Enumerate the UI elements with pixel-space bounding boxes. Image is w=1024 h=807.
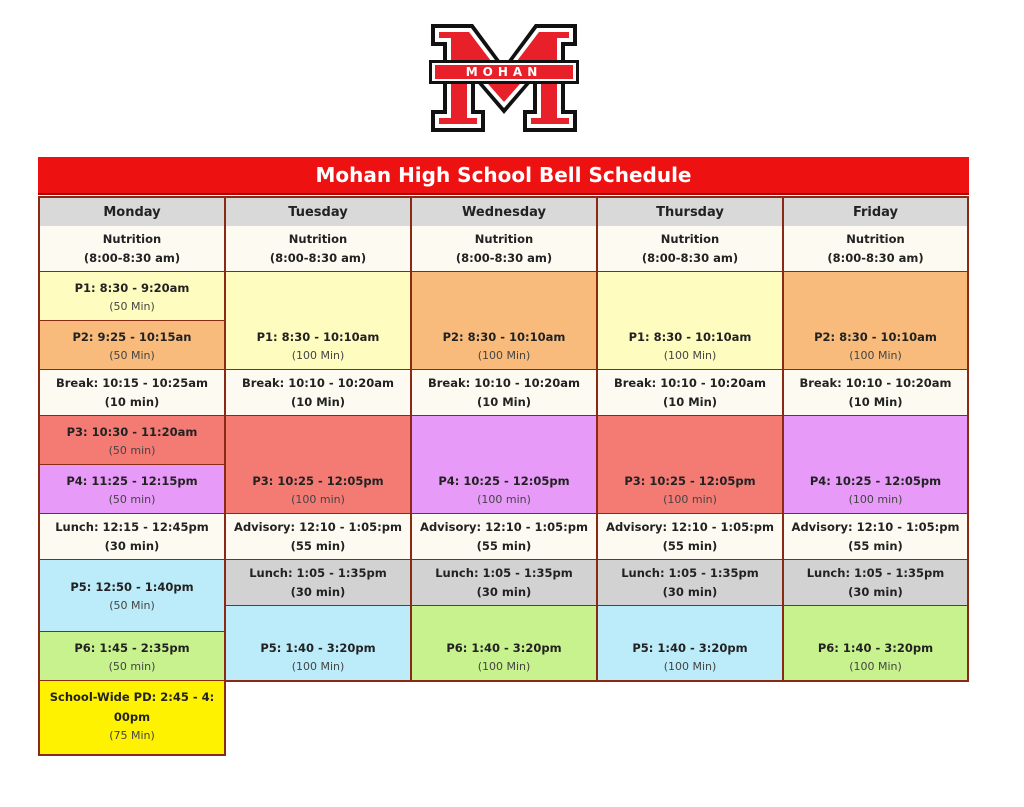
period-time: Break: 10:10 - 10:20am: [428, 376, 580, 390]
period-cell: [412, 416, 596, 514]
period-cell: [40, 272, 224, 321]
period-time: Break: 10:15 - 10:25am: [56, 376, 208, 390]
period-time: Lunch: 1:05 - 1:35pm: [621, 566, 759, 580]
period-cell: [226, 226, 410, 272]
period-time: P6: 1:40 - 3:20pm: [446, 641, 562, 655]
period-time: Break: 10:10 - 10:20am: [614, 376, 766, 390]
period-time: Nutrition: [102, 232, 162, 246]
period-cell: [598, 606, 782, 680]
period-duration: (10 Min): [848, 395, 903, 409]
period-cell: [40, 321, 224, 370]
day-column-tuesday: [224, 196, 412, 682]
period-cell: [412, 272, 596, 370]
period-duration: (55 min): [290, 539, 346, 553]
period-duration: (100 min): [291, 493, 345, 506]
period-time: School-Wide PD: 2:45 - 4:: [49, 690, 215, 704]
period-duration: (30 min): [848, 585, 903, 599]
period-duration: (8:00-8:30 am): [455, 251, 553, 265]
period-time: Break: 10:10 - 10:20am: [242, 376, 394, 390]
period-cell: [784, 560, 967, 606]
day-header: Tuesday: [226, 198, 410, 227]
period-cell: [226, 416, 410, 514]
period-duration: (50 Min): [109, 300, 155, 313]
day-header: Thursday: [598, 198, 782, 227]
period-duration: (50 min): [108, 493, 156, 506]
period-duration: (100 min): [663, 493, 717, 506]
logo-text: MOHAN: [465, 65, 543, 79]
period-cell: [226, 272, 410, 370]
period-cell: [784, 514, 967, 560]
period-time: P5: 12:50 - 1:40pm: [70, 579, 194, 594]
period-cell: [598, 560, 782, 606]
day-header: Monday: [40, 198, 224, 227]
period-time: P2: 8:30 - 10:10am: [442, 330, 566, 344]
period-cell: [598, 416, 782, 514]
period-cell: [412, 560, 596, 606]
period-duration: (100 Min): [291, 660, 345, 673]
period-cell: [40, 632, 224, 681]
period-duration: (10 min): [104, 395, 160, 409]
period-duration: (30 min): [104, 539, 160, 553]
period-duration: (30 min): [476, 585, 532, 599]
period-time: P4: 10:25 - 12:05pm: [809, 474, 942, 488]
period-time: P6: 1:40 - 3:20pm: [817, 641, 934, 655]
period-cell: [40, 560, 224, 632]
period-time: Advisory: 12:10 - 1:05:pm: [234, 520, 402, 534]
period-cell: [412, 226, 596, 272]
period-duration: (100 Min): [477, 349, 531, 362]
period-cell: [226, 560, 410, 606]
period-cell: [226, 606, 410, 680]
period-duration: (8:00-8:30 am): [83, 251, 181, 265]
period-time: Nutrition: [288, 232, 348, 246]
period-time: P3: 10:30 - 11:20am: [66, 425, 198, 439]
day-header: Friday: [784, 198, 967, 227]
period-duration: (10 Min): [290, 395, 346, 409]
period-cell: [784, 416, 967, 514]
period-cell: [40, 226, 224, 272]
period-duration: (100 Min): [663, 660, 717, 673]
period-time: Lunch: 12:15 - 12:45pm: [55, 520, 209, 534]
period-duration: (30 min): [290, 585, 346, 599]
period-duration: (50 Min): [109, 598, 155, 612]
period-time: P5: 1:40 - 3:20pm: [632, 641, 748, 655]
period-cell: [412, 514, 596, 560]
day-header: Wednesday: [412, 198, 596, 227]
period-duration: (100 Min): [849, 349, 902, 362]
period-duration: (100 Min): [291, 349, 345, 362]
period-cell: [40, 465, 224, 514]
period-time: P6: 1:45 - 2:35pm: [74, 641, 190, 655]
period-cell: [412, 370, 596, 416]
period-time: Break: 10:10 - 10:20am: [799, 376, 952, 390]
period-time: Advisory: 12:10 - 1:05:pm: [791, 520, 960, 534]
period-cell: [598, 272, 782, 370]
period-time: P3: 10:25 - 12:05pm: [624, 474, 756, 488]
period-duration: (10 Min): [662, 395, 718, 409]
period-duration: (100 min): [848, 493, 903, 506]
period-cell: [40, 370, 224, 416]
day-column-friday: [782, 196, 969, 682]
period-time: P4: 10:25 - 12:05pm: [438, 474, 570, 488]
period-duration: (55 min): [662, 539, 718, 553]
period-duration: (75 Min): [109, 729, 155, 742]
period-time: Advisory: 12:10 - 1:05:pm: [606, 520, 774, 534]
period-time: Lunch: 1:05 - 1:35pm: [435, 566, 573, 580]
day-column-wednesday: [410, 196, 598, 682]
period-cell: [412, 606, 596, 680]
day-column-thursday: [596, 196, 784, 682]
period-time: P2: 8:30 - 10:10am: [814, 330, 937, 344]
period-cell: [784, 370, 967, 416]
period-duration: (10 Min): [476, 395, 532, 409]
period-duration: (8:00-8:30 am): [641, 251, 739, 265]
period-duration: (50 Min): [109, 349, 155, 362]
period-cell: [598, 514, 782, 560]
period-cell: [40, 514, 224, 560]
period-duration: (50 min): [108, 444, 156, 457]
period-cell: [784, 226, 967, 272]
period-duration: (100 Min): [477, 660, 531, 673]
period-time: P3: 10:25 - 12:05pm: [252, 474, 384, 488]
period-duration: (8:00-8:30 am): [827, 251, 924, 265]
period-duration: (100 Min): [663, 349, 717, 362]
period-duration: (55 min): [476, 539, 532, 553]
period-time: P1: 8:30 - 9:20am: [74, 281, 190, 295]
period-time-cont: 00pm: [113, 710, 151, 724]
period-duration: (30 min): [662, 585, 718, 599]
period-cell: [40, 416, 224, 465]
period-time: P4: 11:25 - 12:15pm: [66, 474, 198, 488]
period-time: Nutrition: [474, 232, 534, 246]
period-time: P1: 8:30 - 10:10am: [628, 330, 752, 344]
period-cell: [226, 514, 410, 560]
mohan-logo: [429, 22, 579, 134]
period-duration: (8:00-8:30 am): [269, 251, 367, 265]
period-time: Nutrition: [660, 232, 720, 246]
period-time: Lunch: 1:05 - 1:35pm: [806, 566, 945, 580]
day-column-monday: [38, 196, 226, 756]
period-duration: (50 min): [108, 660, 156, 673]
schedule-title: Mohan High School Bell Schedule: [38, 157, 969, 195]
period-duration: (55 min): [848, 539, 903, 553]
period-cell: [40, 681, 224, 754]
period-time: P2: 9:25 - 10:15an: [72, 330, 192, 344]
period-time: P5: 1:40 - 3:20pm: [260, 641, 376, 655]
period-cell: [598, 370, 782, 416]
period-time: Advisory: 12:10 - 1:05:pm: [420, 520, 588, 534]
period-duration: (100 Min): [849, 660, 902, 673]
period-cell: [784, 272, 967, 370]
period-time: Nutrition: [846, 232, 905, 246]
period-time: Lunch: 1:05 - 1:35pm: [249, 566, 387, 580]
period-cell: [598, 226, 782, 272]
period-duration: (100 min): [477, 493, 531, 506]
period-cell: [784, 606, 967, 680]
period-cell: [226, 370, 410, 416]
period-time: P1: 8:30 - 10:10am: [256, 330, 380, 344]
